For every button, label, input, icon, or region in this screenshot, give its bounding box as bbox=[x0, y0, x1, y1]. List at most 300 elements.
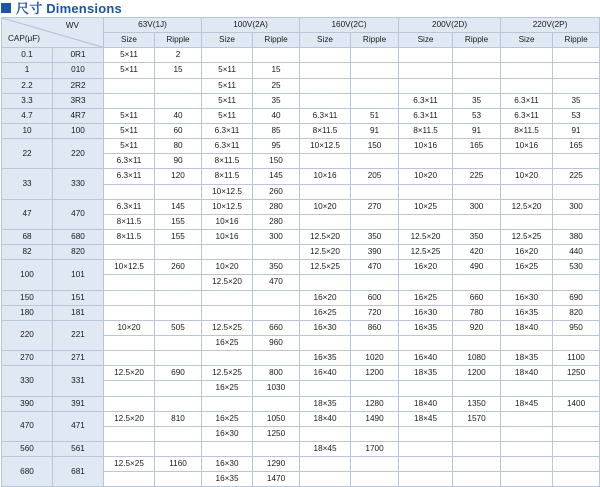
size-cell: 6.3×11 bbox=[104, 199, 155, 214]
ripple-cell bbox=[155, 93, 202, 108]
cap-code: 820 bbox=[53, 245, 104, 260]
table-row bbox=[2, 199, 600, 214]
cap-code: 010 bbox=[53, 63, 104, 78]
size-cell: 10×12.5 bbox=[104, 260, 155, 275]
size-cell: 18×35 bbox=[399, 366, 453, 381]
ripple-cell bbox=[351, 335, 399, 350]
ripple-cell bbox=[253, 351, 300, 366]
cap-value: 82 bbox=[2, 245, 53, 260]
size-cell: 16×35 bbox=[202, 472, 253, 487]
ripple-cell bbox=[351, 63, 399, 78]
size-cell bbox=[501, 381, 553, 396]
ripple-cell bbox=[553, 184, 600, 199]
cap-code: 221 bbox=[53, 320, 104, 350]
size-cell: 12.5×25 bbox=[501, 229, 553, 244]
ripple-cell: 660 bbox=[453, 290, 501, 305]
ripple-cell: 53 bbox=[553, 108, 600, 123]
size-cell: 16×30 bbox=[300, 320, 351, 335]
ripple-cell: 91 bbox=[351, 123, 399, 138]
ripple-cell bbox=[351, 48, 399, 63]
ripple-cell: 260 bbox=[155, 260, 202, 275]
table-row bbox=[2, 229, 600, 244]
size-cell: 6.3×11 bbox=[300, 108, 351, 123]
ripple-cell: 720 bbox=[351, 305, 399, 320]
size-cell bbox=[300, 426, 351, 441]
ripple-cell: 505 bbox=[155, 320, 202, 335]
size-cell bbox=[202, 48, 253, 63]
ripple-cell: 1400 bbox=[553, 396, 600, 411]
size-cell: 8×11.5 bbox=[300, 123, 351, 138]
size-cell: 12.5×25 bbox=[202, 320, 253, 335]
ripple-cell: 1100 bbox=[553, 351, 600, 366]
ripple-cell: 165 bbox=[453, 139, 501, 154]
ripple-cell bbox=[253, 305, 300, 320]
cap-value: 3.3 bbox=[2, 93, 53, 108]
size-cell: 5×11 bbox=[104, 108, 155, 123]
size-cell: 5×11 bbox=[202, 63, 253, 78]
size-cell: 16×30 bbox=[399, 305, 453, 320]
ripple-cell: 15 bbox=[253, 63, 300, 78]
cap-value: 330 bbox=[2, 366, 53, 396]
ripple-cell: 1080 bbox=[453, 351, 501, 366]
size-cell: 8×11.5 bbox=[399, 123, 453, 138]
size-cell bbox=[399, 335, 453, 350]
ripple-header: Ripple bbox=[351, 33, 399, 48]
size-cell bbox=[104, 290, 155, 305]
ripple-cell bbox=[351, 184, 399, 199]
ripple-header: Ripple bbox=[155, 33, 202, 48]
ripple-cell: 40 bbox=[253, 108, 300, 123]
size-cell: 5×11 bbox=[202, 108, 253, 123]
size-cell: 10×12.5 bbox=[202, 184, 253, 199]
ripple-cell: 91 bbox=[553, 123, 600, 138]
ripple-cell bbox=[155, 245, 202, 260]
ripple-cell: 1490 bbox=[351, 411, 399, 426]
size-cell: 8×11.5 bbox=[202, 169, 253, 184]
size-cell bbox=[202, 245, 253, 260]
ripple-cell bbox=[553, 63, 600, 78]
ripple-cell bbox=[453, 457, 501, 472]
size-cell bbox=[501, 335, 553, 350]
ripple-cell: 155 bbox=[155, 214, 202, 229]
ripple-header: Ripple bbox=[453, 33, 501, 48]
ripple-cell bbox=[351, 78, 399, 93]
cap-code: 271 bbox=[53, 351, 104, 366]
ripple-cell bbox=[453, 275, 501, 290]
size-cell: 10×12.5 bbox=[300, 139, 351, 154]
ripple-cell: 1470 bbox=[253, 472, 300, 487]
size-cell bbox=[104, 351, 155, 366]
size-cell bbox=[202, 290, 253, 305]
size-cell bbox=[501, 441, 553, 456]
ripple-cell: 145 bbox=[253, 169, 300, 184]
ripple-cell: 1290 bbox=[253, 457, 300, 472]
ripple-cell bbox=[453, 154, 501, 169]
cap-value: 1 bbox=[2, 63, 53, 78]
size-header: Size bbox=[104, 33, 155, 48]
ripple-cell: 15 bbox=[155, 63, 202, 78]
size-cell: 6.3×11 bbox=[104, 154, 155, 169]
ripple-cell bbox=[453, 426, 501, 441]
size-cell bbox=[104, 78, 155, 93]
size-cell: 6.3×11 bbox=[501, 108, 553, 123]
ripple-cell: 53 bbox=[453, 108, 501, 123]
size-cell: 8×11.5 bbox=[202, 154, 253, 169]
cap-code: 680 bbox=[53, 229, 104, 244]
ripple-cell: 1050 bbox=[253, 411, 300, 426]
cap-code: 2R2 bbox=[53, 78, 104, 93]
cap-value: 33 bbox=[2, 169, 53, 199]
cap-code: 220 bbox=[53, 139, 104, 169]
ripple-cell bbox=[553, 472, 600, 487]
ripple-cell: 530 bbox=[553, 260, 600, 275]
ripple-cell: 920 bbox=[453, 320, 501, 335]
ripple-cell: 350 bbox=[453, 229, 501, 244]
size-cell: 16×30 bbox=[202, 426, 253, 441]
ripple-cell: 1200 bbox=[453, 366, 501, 381]
table-row bbox=[2, 305, 600, 320]
cap-value: 10 bbox=[2, 123, 53, 138]
size-cell bbox=[399, 48, 453, 63]
ripple-cell: 1030 bbox=[253, 381, 300, 396]
cap-value: 68 bbox=[2, 229, 53, 244]
ripple-cell bbox=[253, 441, 300, 456]
size-cell: 6.3×11 bbox=[202, 123, 253, 138]
cap-value: 22 bbox=[2, 139, 53, 169]
size-cell: 18×35 bbox=[501, 351, 553, 366]
ripple-cell bbox=[155, 351, 202, 366]
size-cell: 16×20 bbox=[300, 290, 351, 305]
size-cell: 16×30 bbox=[202, 457, 253, 472]
size-cell: 16×25 bbox=[202, 381, 253, 396]
size-cell: 10×20 bbox=[202, 260, 253, 275]
size-cell bbox=[501, 63, 553, 78]
ripple-cell bbox=[253, 396, 300, 411]
ripple-cell: 1700 bbox=[351, 441, 399, 456]
size-cell: 6.3×11 bbox=[202, 139, 253, 154]
cap-value: 4.7 bbox=[2, 108, 53, 123]
voltage-header: 200V(2D) bbox=[399, 18, 501, 33]
ripple-cell bbox=[155, 396, 202, 411]
size-cell: 5×11 bbox=[104, 123, 155, 138]
dimensions-table bbox=[1, 17, 600, 487]
ripple-cell: 95 bbox=[253, 139, 300, 154]
size-cell bbox=[202, 396, 253, 411]
size-cell bbox=[300, 381, 351, 396]
size-cell bbox=[104, 441, 155, 456]
table-body bbox=[2, 48, 600, 487]
ripple-cell: 1250 bbox=[553, 366, 600, 381]
ripple-cell: 1200 bbox=[351, 366, 399, 381]
size-cell: 18×45 bbox=[399, 411, 453, 426]
size-header: Size bbox=[399, 33, 453, 48]
ripple-cell: 780 bbox=[453, 305, 501, 320]
table-row bbox=[2, 260, 600, 275]
table-row bbox=[2, 123, 600, 138]
ripple-cell: 145 bbox=[155, 199, 202, 214]
size-cell bbox=[501, 472, 553, 487]
ripple-cell: 150 bbox=[253, 154, 300, 169]
size-cell bbox=[104, 472, 155, 487]
size-cell: 5×11 bbox=[202, 78, 253, 93]
size-cell bbox=[104, 184, 155, 199]
size-cell bbox=[104, 381, 155, 396]
ripple-cell: 350 bbox=[351, 229, 399, 244]
table-row bbox=[2, 441, 600, 456]
size-cell: 12.5×25 bbox=[399, 245, 453, 260]
ripple-cell: 225 bbox=[553, 169, 600, 184]
size-cell: 12.5×25 bbox=[104, 457, 155, 472]
size-cell: 16×35 bbox=[300, 351, 351, 366]
ripple-cell: 660 bbox=[253, 320, 300, 335]
cap-code: 4R7 bbox=[53, 108, 104, 123]
ripple-cell bbox=[155, 472, 202, 487]
cap-value: 680 bbox=[2, 457, 53, 487]
size-cell bbox=[104, 335, 155, 350]
ripple-cell: 51 bbox=[351, 108, 399, 123]
size-cell: 16×25 bbox=[300, 305, 351, 320]
size-cell bbox=[399, 426, 453, 441]
size-cell: 10×20 bbox=[300, 199, 351, 214]
size-cell: 10×16 bbox=[202, 229, 253, 244]
ripple-cell: 1020 bbox=[351, 351, 399, 366]
cap-code: 471 bbox=[53, 411, 104, 441]
ripple-cell: 35 bbox=[553, 93, 600, 108]
size-header: Size bbox=[300, 33, 351, 48]
size-cell bbox=[399, 472, 453, 487]
size-cell bbox=[399, 275, 453, 290]
ripple-cell: 820 bbox=[553, 305, 600, 320]
ripple-cell bbox=[453, 472, 501, 487]
cap-value: 0.1 bbox=[2, 48, 53, 63]
cap-code: 470 bbox=[53, 199, 104, 229]
ripple-cell: 1250 bbox=[253, 426, 300, 441]
size-cell: 16×25 bbox=[399, 290, 453, 305]
cap-value: 270 bbox=[2, 351, 53, 366]
ripple-cell bbox=[155, 275, 202, 290]
size-cell: 6.3×11 bbox=[104, 169, 155, 184]
size-cell: 6.3×11 bbox=[399, 93, 453, 108]
size-cell: 12.5×20 bbox=[501, 199, 553, 214]
size-cell: 16×40 bbox=[300, 366, 351, 381]
ripple-cell bbox=[351, 426, 399, 441]
ripple-cell bbox=[553, 48, 600, 63]
ripple-cell bbox=[453, 184, 501, 199]
ripple-cell: 1350 bbox=[453, 396, 501, 411]
ripple-cell bbox=[253, 48, 300, 63]
ripple-cell: 35 bbox=[453, 93, 501, 108]
size-cell: 16×35 bbox=[399, 320, 453, 335]
size-cell: 8×11.5 bbox=[501, 123, 553, 138]
size-cell bbox=[501, 154, 553, 169]
ripple-cell: 225 bbox=[453, 169, 501, 184]
ripple-cell: 35 bbox=[253, 93, 300, 108]
table-row bbox=[2, 108, 600, 123]
size-cell: 12.5×25 bbox=[202, 366, 253, 381]
ripple-header: Ripple bbox=[553, 33, 600, 48]
voltage-header: 100V(2A) bbox=[202, 18, 300, 33]
size-cell bbox=[104, 396, 155, 411]
size-cell: 12.5×20 bbox=[399, 229, 453, 244]
size-cell: 18×35 bbox=[300, 396, 351, 411]
size-cell: 10×16 bbox=[399, 139, 453, 154]
ripple-cell: 960 bbox=[253, 335, 300, 350]
size-cell bbox=[399, 381, 453, 396]
size-header: Size bbox=[202, 33, 253, 48]
table-row bbox=[2, 63, 600, 78]
size-cell bbox=[104, 305, 155, 320]
ripple-cell: 860 bbox=[351, 320, 399, 335]
ripple-cell bbox=[155, 305, 202, 320]
ripple-cell bbox=[553, 457, 600, 472]
size-cell: 12.5×20 bbox=[202, 275, 253, 290]
ripple-cell: 60 bbox=[155, 123, 202, 138]
size-cell: 16×20 bbox=[399, 260, 453, 275]
ripple-cell: 260 bbox=[253, 184, 300, 199]
ripple-cell bbox=[351, 275, 399, 290]
size-cell: 16×25 bbox=[202, 335, 253, 350]
title-bar bbox=[0, 0, 600, 15]
table-row bbox=[2, 78, 600, 93]
size-cell: 5×11 bbox=[104, 63, 155, 78]
ripple-cell: 270 bbox=[351, 199, 399, 214]
size-cell: 12.5×20 bbox=[104, 411, 155, 426]
ripple-cell: 91 bbox=[453, 123, 501, 138]
voltage-header: 160V(2C) bbox=[300, 18, 399, 33]
size-cell bbox=[300, 93, 351, 108]
ripple-cell bbox=[253, 290, 300, 305]
voltage-header: 220V(2P) bbox=[501, 18, 600, 33]
ripple-cell bbox=[453, 48, 501, 63]
cap-value: 470 bbox=[2, 411, 53, 441]
size-cell: 12.5×20 bbox=[300, 229, 351, 244]
ripple-cell: 300 bbox=[253, 229, 300, 244]
ripple-cell bbox=[553, 426, 600, 441]
ripple-cell bbox=[553, 214, 600, 229]
size-cell: 8×11.5 bbox=[104, 214, 155, 229]
voltage-header: 63V(1J) bbox=[104, 18, 202, 33]
size-cell bbox=[501, 457, 553, 472]
size-cell: 16×20 bbox=[501, 245, 553, 260]
ripple-cell: 1280 bbox=[351, 396, 399, 411]
ripple-cell: 420 bbox=[453, 245, 501, 260]
cap-value: 180 bbox=[2, 305, 53, 320]
size-cell: 16×35 bbox=[501, 305, 553, 320]
size-cell: 12.5×25 bbox=[300, 260, 351, 275]
ripple-cell: 380 bbox=[553, 229, 600, 244]
ripple-cell: 80 bbox=[155, 139, 202, 154]
size-cell bbox=[501, 184, 553, 199]
size-cell: 10×20 bbox=[501, 169, 553, 184]
size-cell: 18×40 bbox=[501, 366, 553, 381]
ripple-cell bbox=[253, 245, 300, 260]
size-cell bbox=[501, 275, 553, 290]
cap-code: 101 bbox=[53, 260, 104, 290]
cap-code: 681 bbox=[53, 457, 104, 487]
ripple-cell: 810 bbox=[155, 411, 202, 426]
cap-code: 561 bbox=[53, 441, 104, 456]
size-cell bbox=[300, 48, 351, 63]
cap-label: CAP(μF) bbox=[8, 34, 41, 44]
size-cell bbox=[501, 214, 553, 229]
size-cell bbox=[399, 63, 453, 78]
size-cell bbox=[399, 184, 453, 199]
size-cell bbox=[202, 305, 253, 320]
size-cell bbox=[104, 93, 155, 108]
size-cell bbox=[399, 457, 453, 472]
size-cell: 10×12.5 bbox=[202, 199, 253, 214]
cap-code: 391 bbox=[53, 396, 104, 411]
ripple-cell bbox=[453, 381, 501, 396]
size-cell bbox=[501, 48, 553, 63]
ripple-cell bbox=[351, 214, 399, 229]
cap-value: 2.2 bbox=[2, 78, 53, 93]
size-cell bbox=[300, 335, 351, 350]
ripple-cell: 690 bbox=[553, 290, 600, 305]
ripple-cell bbox=[553, 441, 600, 456]
table-row bbox=[2, 457, 600, 472]
cap-value: 560 bbox=[2, 441, 53, 456]
ripple-cell bbox=[553, 78, 600, 93]
size-header: Size bbox=[501, 33, 553, 48]
table-row bbox=[2, 411, 600, 426]
cap-code: 151 bbox=[53, 290, 104, 305]
table-row bbox=[2, 48, 600, 63]
ripple-cell: 950 bbox=[553, 320, 600, 335]
ripple-cell bbox=[453, 78, 501, 93]
title-english: Dimensions bbox=[46, 1, 122, 16]
size-cell bbox=[300, 184, 351, 199]
ripple-cell bbox=[553, 154, 600, 169]
ripple-cell bbox=[155, 184, 202, 199]
size-cell: 10×25 bbox=[399, 199, 453, 214]
size-cell bbox=[300, 214, 351, 229]
size-cell: 16×30 bbox=[501, 290, 553, 305]
ripple-cell bbox=[553, 411, 600, 426]
size-cell bbox=[300, 457, 351, 472]
table-row bbox=[2, 351, 600, 366]
size-cell: 10×20 bbox=[104, 320, 155, 335]
ripple-cell: 85 bbox=[253, 123, 300, 138]
cap-code: 330 bbox=[53, 169, 104, 199]
size-cell: 18×40 bbox=[300, 411, 351, 426]
ripple-cell bbox=[155, 290, 202, 305]
table-row bbox=[2, 169, 600, 184]
size-cell: 10×16 bbox=[202, 214, 253, 229]
size-cell: 16×40 bbox=[399, 351, 453, 366]
ripple-cell bbox=[155, 441, 202, 456]
size-cell: 5×11 bbox=[104, 139, 155, 154]
size-cell: 10×16 bbox=[501, 139, 553, 154]
size-cell: 6.3×11 bbox=[501, 93, 553, 108]
ripple-cell bbox=[553, 381, 600, 396]
cap-code: 331 bbox=[53, 366, 104, 396]
ripple-cell bbox=[453, 63, 501, 78]
size-cell bbox=[300, 472, 351, 487]
size-cell bbox=[501, 78, 553, 93]
cap-code: 100 bbox=[53, 123, 104, 138]
ripple-cell bbox=[351, 93, 399, 108]
ripple-cell: 2 bbox=[155, 48, 202, 63]
ripple-cell: 40 bbox=[155, 108, 202, 123]
cap-value: 47 bbox=[2, 199, 53, 229]
ripple-cell: 280 bbox=[253, 214, 300, 229]
cap-value: 220 bbox=[2, 320, 53, 350]
ripple-cell: 120 bbox=[155, 169, 202, 184]
size-cell: 5×11 bbox=[202, 93, 253, 108]
ripple-cell: 90 bbox=[155, 154, 202, 169]
size-cell: 5×11 bbox=[104, 48, 155, 63]
